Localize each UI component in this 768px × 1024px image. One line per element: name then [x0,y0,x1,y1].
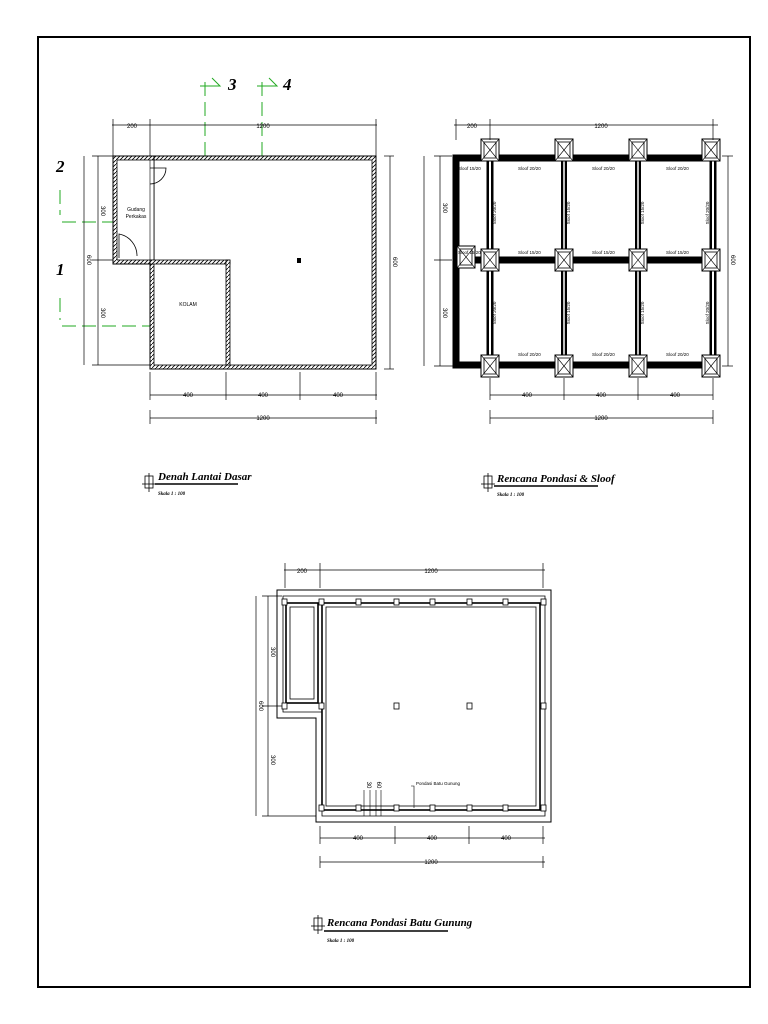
dimension-lines [424,119,733,424]
svg-text:Sloof 15/20: Sloof 15/20 [566,201,571,225]
svg-text:Sloof 20/20: Sloof 20/20 [518,166,541,171]
dim-left-lower: 300 [99,307,105,319]
room-storage-label-2: Perkakas [125,214,147,220]
plan-scale: Skala 1 : 100 [158,492,186,497]
dim-top-right: 1200 [424,569,438,575]
dim-top-right: 1200 [594,124,608,130]
dim-left-upper: 300 [441,202,447,214]
dim-bottom-1: 400 [182,393,194,399]
room-pool-label: KOLAM [179,302,197,308]
walls [113,156,376,369]
callout-leader [364,786,414,816]
grid-markers [200,78,277,86]
room-storage-label: Gudang [127,207,145,213]
dim-right-total: 600 [729,254,735,266]
dim-bottom-2: 400 [595,393,607,399]
dim-bottom-2: 400 [426,836,438,842]
dim-top-left: 200 [296,569,308,575]
svg-text:Sloof 15/20: Sloof 15/20 [640,201,645,225]
title-marker [481,473,495,492]
column-marker [297,258,301,263]
svg-text:Sloof 20/20: Sloof 20/20 [592,166,615,171]
dim-bottom-1: 400 [521,393,533,399]
dim-left-upper: 300 [99,205,105,217]
svg-text:Sloof 20/20: Sloof 20/20 [518,352,541,357]
grid-label-3: 3 [228,75,237,94]
svg-text:Sloof 20/20: Sloof 20/20 [705,201,710,225]
svg-text:Sloof 20/20: Sloof 20/20 [705,301,710,325]
grid-label-2: 2 [56,157,65,176]
dim-top-right: 1200 [256,124,270,130]
dim-bottom-3: 400 [332,393,344,399]
svg-text:Sloof 15/20: Sloof 15/20 [455,201,460,225]
dim-bottom-3: 400 [669,393,681,399]
svg-text:Sloof 15/20: Sloof 15/20 [458,166,481,171]
dim-30: 30 [365,781,371,789]
svg-text:Sloof 15/20: Sloof 15/20 [566,301,571,325]
dim-bottom-total: 1200 [256,416,270,422]
stone-foundation-plan [256,563,551,944]
svg-text:Sloof 15/20: Sloof 15/20 [458,250,481,255]
title-marker [142,473,156,492]
plan-title: Rencana Pondasi Batu Gunung [327,917,473,929]
dim-60: 60 [375,781,381,789]
dim-top-left: 200 [126,124,138,130]
dim-bottom-3: 400 [500,836,512,842]
dim-right-total: 600 [391,256,397,268]
plan-scale: Skala 1 : 100 [327,939,355,944]
dim-bottom-total: 1200 [594,416,608,422]
svg-text:Sloof 15/20: Sloof 15/20 [640,301,645,325]
dim-bottom-2: 400 [257,393,269,399]
dim-left-total: 600 [85,254,91,266]
dim-top-left: 200 [466,124,478,130]
plan-title: Denah Lantai Dasar [158,471,252,483]
svg-text:Sloof 20/20: Sloof 20/20 [666,352,689,357]
svg-text:Sloof 20/20: Sloof 20/20 [492,301,497,325]
svg-text:Sloof 15/20: Sloof 15/20 [666,250,689,255]
svg-text:Sloof 20/20: Sloof 20/20 [592,352,615,357]
foundation-sloof-plan [424,119,735,498]
svg-text:Sloof 20/20: Sloof 20/20 [666,166,689,171]
svg-text:Sloof 20/20: Sloof 20/20 [492,201,497,225]
title-marker [311,915,325,934]
floor-plan [55,75,397,497]
dim-left-upper: 300 [269,646,275,658]
callout-label: Pondasi Batu Gunung [416,781,461,786]
dim-left-lower: 300 [269,754,275,766]
svg-text:Sloof 15/20: Sloof 15/20 [518,250,541,255]
plan-title: Rencana Pondasi & Sloof [497,473,615,485]
dim-left-lower: 300 [441,307,447,319]
dim-bottom-1: 400 [352,836,364,842]
svg-text:Sloof 15/20: Sloof 15/20 [592,250,615,255]
grid-label-1: 1 [56,260,65,279]
grid-label-4: 4 [283,75,292,94]
dim-bottom-total: 1200 [424,860,438,866]
plan-scale: Skala 1 : 100 [497,493,525,498]
dim-left-total: 600 [257,700,263,712]
